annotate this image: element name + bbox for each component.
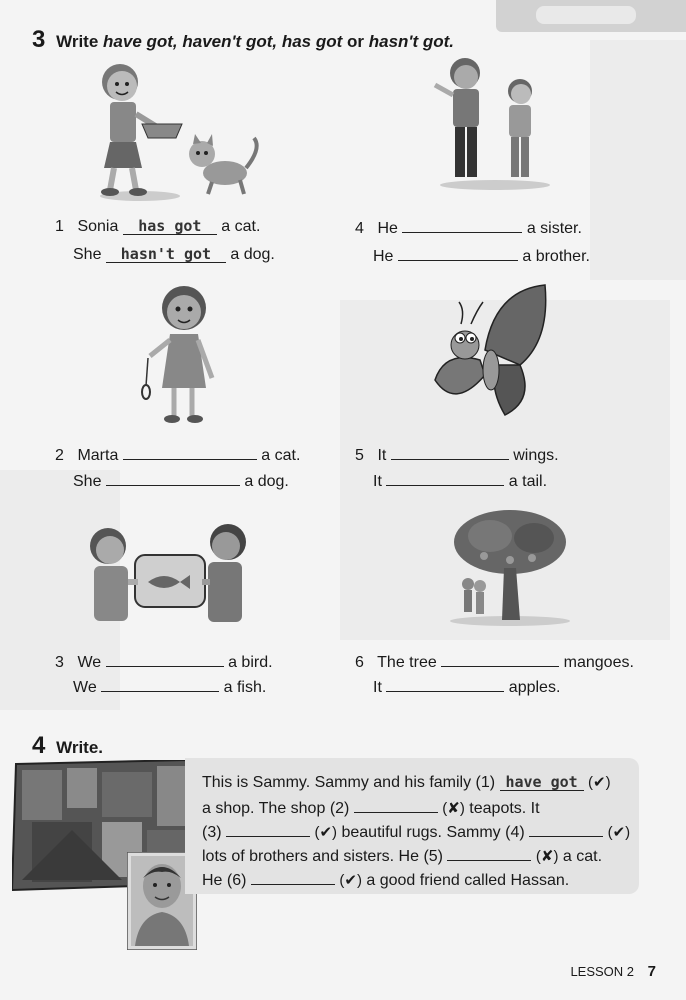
- subject: Sonia: [77, 218, 119, 235]
- exercise-3-item-1-line-1: [55, 218, 260, 236]
- gap-number: (1): [475, 774, 496, 791]
- answer-blank[interactable]: [441, 652, 559, 667]
- exercise-3-item-2-line-1: [55, 445, 300, 465]
- exercise-3-item-3-line-1: [55, 652, 273, 672]
- check-mark-icon: (✔): [339, 872, 362, 889]
- answer-blank[interactable]: [529, 822, 603, 837]
- item-number: 6: [355, 654, 364, 671]
- answer-blank[interactable]: [447, 846, 531, 861]
- text: beautiful rugs. Sammy: [341, 824, 501, 841]
- exercise-3-item-5-line-2: [373, 471, 547, 491]
- instruction-last: hasn't got.: [368, 32, 454, 51]
- gap-number: (3): [202, 824, 222, 841]
- instruction-verb: Write: [56, 32, 99, 51]
- two-boys-illustration: [425, 55, 565, 190]
- text: lots of brothers and sisters. He: [202, 848, 419, 865]
- instruction-or: or: [347, 32, 364, 51]
- instruction-options: have got, haven't got, has got: [103, 32, 343, 51]
- gap-number: (2): [329, 800, 350, 817]
- boys-with-fishbowl-illustration: [80, 520, 250, 630]
- exercise-number: 3: [32, 26, 46, 53]
- answer-blank[interactable]: [398, 246, 518, 261]
- item-number: 3: [55, 654, 64, 671]
- exercise-4-title: [32, 732, 103, 760]
- object: mangoes.: [563, 654, 634, 671]
- subject: We: [73, 679, 97, 696]
- mango-tree-illustration: [440, 508, 580, 628]
- exercise-3-item-4-line-2: [373, 246, 590, 266]
- answer-blank[interactable]: [354, 798, 438, 813]
- object: a fish.: [223, 679, 267, 696]
- cross-mark-icon: (✘): [535, 848, 559, 865]
- object: a cat.: [261, 447, 301, 464]
- check-mark-icon: (✔): [314, 824, 338, 841]
- object: a sister.: [526, 220, 582, 237]
- subject: It: [373, 473, 382, 490]
- exercise-3-title: [32, 26, 454, 54]
- corner-tab: [496, 0, 686, 32]
- answer-blank[interactable]: [251, 870, 335, 885]
- item-number: 1: [55, 218, 64, 235]
- answer-blank[interactable]: [101, 677, 219, 692]
- background-show-through: [590, 40, 686, 280]
- butterfly-illustration: [425, 280, 560, 420]
- item-number: 4: [355, 220, 364, 237]
- panel-line-5: [202, 870, 569, 890]
- check-mark-icon: (✔): [607, 824, 631, 841]
- text: a shop. The shop: [202, 800, 326, 817]
- subject: The tree: [377, 654, 437, 671]
- text: This is Sammy. Sammy and his family: [202, 774, 472, 791]
- gap-number: (4): [505, 824, 525, 841]
- answer-blank-filled[interactable]: have got: [500, 774, 584, 791]
- instruction: Write.: [56, 738, 104, 757]
- object: a dog.: [244, 473, 289, 490]
- answer-blank[interactable]: [386, 677, 504, 692]
- girl-with-keys-illustration: [140, 278, 230, 428]
- object: apples.: [508, 679, 561, 696]
- exercise-3-item-6-line-2: [373, 677, 560, 697]
- page-number: 7: [647, 963, 656, 980]
- exercise-3-item-1-line-2: [73, 246, 275, 264]
- subject: Marta: [77, 447, 119, 464]
- object: a cat.: [221, 218, 261, 235]
- answer-blank[interactable]: [106, 652, 224, 667]
- answer-blank[interactable]: [391, 445, 509, 460]
- exercise-3-item-6-line-1: [355, 652, 634, 672]
- answer-blank[interactable]: [226, 822, 310, 837]
- answer-blank[interactable]: [402, 218, 522, 233]
- panel-line-2: [202, 798, 540, 818]
- panel-line-4: [202, 846, 602, 866]
- text: a cat.: [562, 848, 603, 865]
- panel-line-1: [202, 773, 611, 792]
- object: a tail.: [508, 473, 548, 490]
- item-number: 2: [55, 447, 64, 464]
- cross-mark-icon: (✘): [442, 800, 465, 817]
- girl-and-cat-illustration: [80, 58, 270, 203]
- text: teapots. It: [469, 800, 540, 817]
- answer-blank[interactable]: [106, 471, 240, 486]
- subject: She: [73, 473, 102, 490]
- subject: He: [377, 220, 398, 237]
- gap-number: (6): [226, 872, 247, 889]
- text: a good friend called Hassan.: [366, 872, 570, 889]
- subject: She: [73, 246, 102, 263]
- object: a bird.: [228, 654, 273, 671]
- exercise-3-item-2-line-2: [73, 471, 289, 491]
- answer-blank-filled[interactable]: hasn't got: [106, 246, 226, 263]
- subject: He: [373, 248, 394, 265]
- exercise-3-item-5-line-1: [355, 445, 559, 465]
- item-number: 5: [355, 447, 364, 464]
- answer-blank[interactable]: [386, 471, 504, 486]
- check-mark-icon: (✔): [588, 774, 611, 791]
- text: He: [202, 872, 223, 889]
- object: wings.: [513, 447, 559, 464]
- object: a brother.: [522, 248, 590, 265]
- lesson-label: LESSON 2: [570, 964, 635, 979]
- exercise-3-item-4-line-1: [355, 218, 582, 238]
- exercise-3-item-3-line-2: [73, 677, 266, 697]
- panel-line-3: [202, 822, 630, 842]
- answer-blank-filled[interactable]: has got: [123, 218, 217, 235]
- object: a dog.: [230, 246, 275, 263]
- subject: It: [377, 447, 387, 464]
- page-footer: [570, 963, 656, 980]
- answer-blank[interactable]: [123, 445, 257, 460]
- subject: It: [373, 679, 382, 696]
- gap-number: (5): [423, 848, 443, 865]
- exercise-number: 4: [32, 732, 46, 759]
- exercise-4-text-panel: [185, 758, 639, 894]
- subject: We: [77, 654, 102, 671]
